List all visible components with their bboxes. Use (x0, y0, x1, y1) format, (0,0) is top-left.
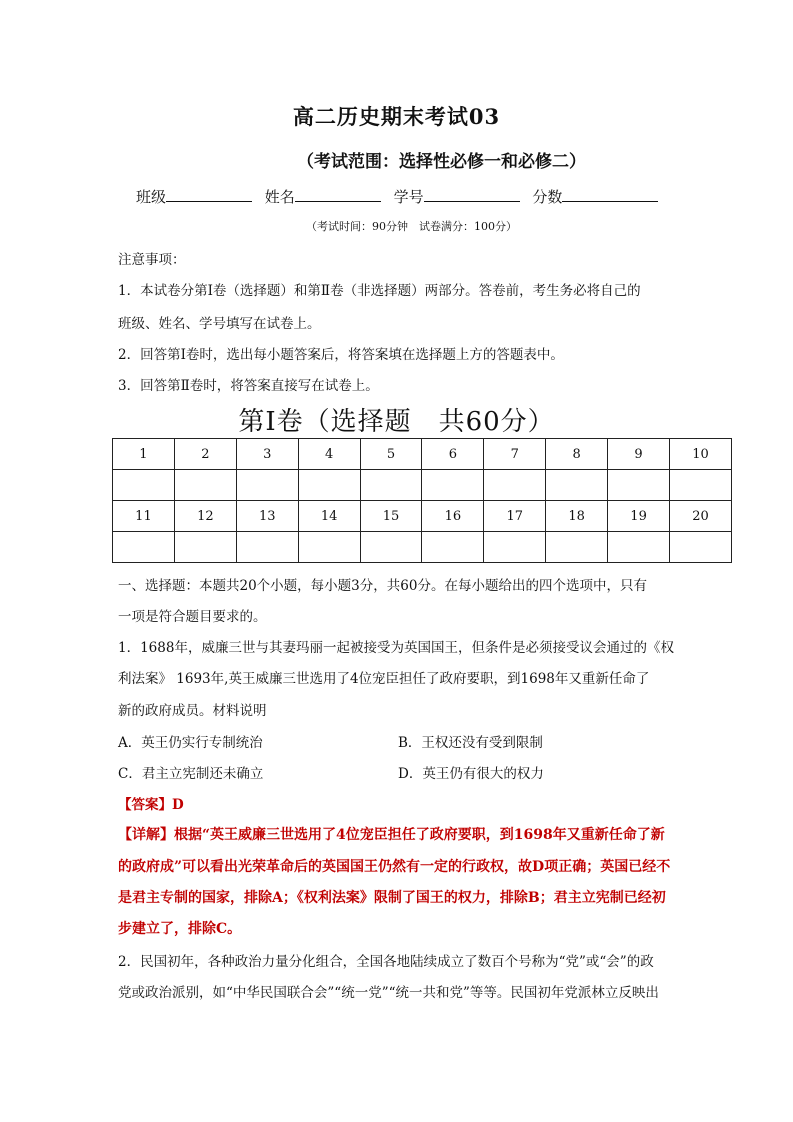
answer-cell[interactable] (298, 470, 360, 501)
question-1-option-a[interactable]: A．英王仍实行专制统治 (118, 735, 263, 751)
question-number-cell: 5 (360, 439, 422, 470)
question-1-option-d[interactable]: D．英王仍有很大的权力 (398, 766, 544, 782)
question-2-line-2: 党或政治派别，如“中华民国联合会”“统一党”“统一共和党”等等。民国初年党派林立反映出 (118, 985, 659, 1001)
answer-table-blank-row (113, 532, 732, 563)
question-number-cell: 1 (113, 439, 175, 470)
answer-cell[interactable] (422, 532, 484, 563)
answer-cell[interactable] (174, 470, 236, 501)
question-number-cell: 6 (422, 439, 484, 470)
question-number-cell: 12 (174, 501, 236, 532)
class-label: 班级 (136, 188, 167, 206)
answer-cell[interactable] (360, 532, 422, 563)
question-1-option-b[interactable]: B．王权还没有受到限制 (398, 735, 543, 751)
question-number-cell: 18 (546, 501, 608, 532)
instructions-line-1: 一、选择题：本题共20个小题，每小题3分，共60分。在每小题给出的四个选项中，只有 (118, 578, 647, 594)
answer-cell[interactable] (484, 532, 546, 563)
question-1-detail-line-2: 的政府成”可以看出光荣革命后的英国国王仍然有一定的行政权，故D项正确；英国已经不 (118, 859, 671, 875)
note-item-1-line-2: 班级、姓名、学号填写在试卷上。 (118, 316, 321, 332)
answer-cell[interactable] (113, 470, 175, 501)
answer-cell[interactable] (608, 532, 670, 563)
question-1-detail-line-4: 步建立了，排除C。 (118, 921, 242, 937)
section-title: 第Ⅰ卷（选择题 共60分） (238, 407, 555, 437)
question-1-line-3: 新的政府成员。材料说明 (118, 703, 267, 719)
question-number-cell: 16 (422, 501, 484, 532)
answer-cell[interactable] (608, 470, 670, 501)
question-number-cell: 20 (670, 501, 732, 532)
question-1-detail-line-1: 【详解】根据“英王威廉三世选用了4位宠臣担任了政府要职，到1698年又重新任命了新 (118, 827, 665, 843)
question-number-cell: 7 (484, 439, 546, 470)
answer-cell[interactable] (236, 470, 298, 501)
question-1-line-1: 1．1688年，威廉三世与其妻玛丽一起被接受为英国国王，但条件是必须接受议会通过的《权 (118, 640, 674, 656)
answer-cell[interactable] (236, 532, 298, 563)
question-1-detail-line-3: 是君主专制的国家，排除A；《权利法案》限制了国王的权力，排除B；君主立宪制已经初 (118, 890, 666, 906)
class-blank[interactable] (166, 187, 252, 202)
student-info-line (136, 186, 666, 207)
question-number-cell: 10 (670, 439, 732, 470)
note-item-3: 3．回答第Ⅱ卷时，将答案直接写在试卷上。 (118, 378, 379, 394)
student-id-label: 学号 (393, 188, 424, 206)
student-id-blank[interactable] (424, 187, 520, 202)
answer-cell[interactable] (484, 470, 546, 501)
notes-heading: 注意事项： (118, 252, 186, 268)
answer-cell[interactable] (546, 532, 608, 563)
question-number-cell: 3 (236, 439, 298, 470)
answer-table-number-row (113, 439, 732, 470)
question-number-cell: 15 (360, 501, 422, 532)
instructions-line-2: 一项是符合题目要求的。 (118, 609, 267, 625)
answer-cell[interactable] (113, 532, 175, 563)
question-number-cell: 17 (484, 501, 546, 532)
question-number-cell: 14 (298, 501, 360, 532)
answer-table (112, 438, 732, 563)
question-number-cell: 2 (174, 439, 236, 470)
answer-cell[interactable] (298, 532, 360, 563)
question-1-line-2: 利法案》 1693年,英王威廉三世选用了4位宠臣担任了政府要职，到1698年又重新任命了 (118, 671, 650, 687)
question-number-cell: 8 (546, 439, 608, 470)
exam-scope-subtitle: （考试范围：选择性必修一和必修二） (297, 152, 586, 172)
question-number-cell: 4 (298, 439, 360, 470)
name-label: 姓名 (264, 188, 295, 206)
question-1-answer: 【答案】D (118, 797, 184, 813)
question-number-cell: 11 (113, 501, 175, 532)
exam-meta: （考试时间：90分钟 试卷满分：100分） (306, 220, 517, 233)
question-1-option-c[interactable]: C．君主立宪制还未确立 (118, 766, 264, 782)
question-number-cell: 13 (236, 501, 298, 532)
name-blank[interactable] (295, 187, 381, 202)
question-number-cell: 9 (608, 439, 670, 470)
answer-cell[interactable] (546, 470, 608, 501)
answer-cell[interactable] (670, 470, 732, 501)
answer-table-number-row (113, 501, 732, 532)
answer-cell[interactable] (422, 470, 484, 501)
answer-cell[interactable] (360, 470, 422, 501)
note-item-2: 2．回答第Ⅰ卷时，选出每小题答案后，将答案填在选择题上方的答题表中。 (118, 347, 564, 363)
question-2-line-1: 2．民国初年，各种政治力量分化组合，全国各地陆续成立了数百个号称为“党”或“会”的政 (118, 954, 654, 970)
score-label: 分数 (532, 188, 563, 206)
answer-table-blank-row (113, 470, 732, 501)
question-number-cell: 19 (608, 501, 670, 532)
answer-cell[interactable] (174, 532, 236, 563)
answer-cell[interactable] (670, 532, 732, 563)
page-title: 高二历史期末考试03 (292, 104, 501, 129)
note-item-1-line-1: 1．本试卷分第Ⅰ卷（选择题）和第Ⅱ卷（非选择题）两部分。答卷前，考生务必将自己的 (118, 283, 641, 299)
score-blank[interactable] (562, 187, 658, 202)
